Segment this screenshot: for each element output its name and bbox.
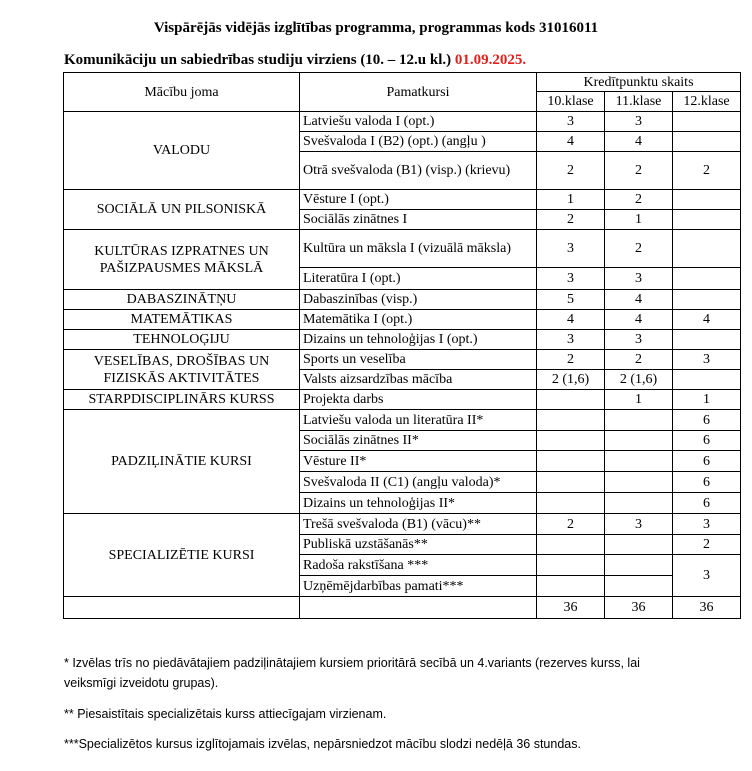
course-cell: Sociālās zinātnes II* (300, 431, 537, 451)
credit-12: 6 (673, 431, 741, 451)
table-row (64, 112, 741, 132)
credit-10: 1 (537, 190, 605, 210)
table-row (64, 410, 741, 431)
credit-12 (673, 190, 741, 210)
credit-12 (673, 268, 741, 290)
area-valodu: VALODU (64, 112, 300, 190)
course-cell: Uzņēmējdarbības pamati*** (300, 576, 537, 597)
course-cell: Vēsture II* (300, 451, 537, 472)
credit-10 (537, 390, 605, 410)
area-social: SOCIĀLĀ UN PILSONISKĀ (64, 190, 300, 230)
credit-12: 3 (673, 350, 741, 370)
credit-11: 2 (605, 152, 673, 190)
footnote-1: * Izvēlas trīs no piedāvātajiem padziļinātajiem kursiem prioritārā secībā un 4.variants (rezerves kurss, lai veiksmīgi izveidotu grupas). (64, 656, 640, 690)
credit-12 (673, 230, 741, 268)
course-cell: Valsts aizsardzības mācība (300, 370, 537, 390)
table-row (64, 230, 741, 268)
course-cell: Svešvaloda II (C1) (angļu valoda)* (300, 472, 537, 493)
credit-10: 5 (537, 290, 605, 310)
credit-10: 3 (537, 330, 605, 350)
area-specialized: SPECIALIZĒTIE KURSI (64, 514, 300, 597)
total-12: 36 (673, 597, 741, 619)
course-cell: Vēsture I (opt.) (300, 190, 537, 210)
credit-12 (673, 132, 741, 152)
credit-10 (537, 431, 605, 451)
credit-12: 6 (673, 451, 741, 472)
course-cell: Sociālās zinātnes I (300, 210, 537, 230)
header-grade-12: 12.klase (673, 92, 741, 112)
credit-10 (537, 535, 605, 555)
credit-12 (673, 370, 741, 390)
credit-11: 3 (605, 330, 673, 350)
credit-10: 3 (537, 268, 605, 290)
credit-11: 2 (1,6) (605, 370, 673, 390)
credit-11: 2 (605, 350, 673, 370)
credit-10: 2 (537, 514, 605, 535)
credit-11 (605, 472, 673, 493)
course-cell: Latviešu valoda I (opt.) (300, 112, 537, 132)
credit-11 (605, 410, 673, 431)
table-row (64, 514, 741, 535)
area-health: VESELĪBAS, DROŠĪBAS UN FIZISKĀS AKTIVITĀTES (64, 350, 300, 390)
table-row (64, 290, 741, 310)
credit-11: 4 (605, 310, 673, 330)
credit-12: 6 (673, 493, 741, 514)
credit-11 (605, 576, 673, 597)
totals-empty-area (64, 597, 300, 619)
header-credits: Kredītpunktu skaits (537, 73, 741, 92)
total-11: 36 (605, 597, 673, 619)
credit-10 (537, 555, 605, 576)
credit-11: 3 (605, 268, 673, 290)
table-row (64, 330, 741, 350)
course-cell: Publiskā uzstāšanās** (300, 535, 537, 555)
credit-10: 2 (537, 152, 605, 190)
credit-11: 2 (605, 230, 673, 268)
credit-10: 4 (537, 132, 605, 152)
credit-12: 1 (673, 390, 741, 410)
credit-10: 2 (537, 210, 605, 230)
credit-12: 3 (673, 555, 741, 597)
footnote-3: ***Specializētos kursus izglītojamais izvēlas, nepārsniedzot mācību slodzi nedēļā 36 stundas. (64, 737, 581, 751)
credit-11 (605, 555, 673, 576)
totals-row (64, 597, 741, 619)
credit-10 (537, 410, 605, 431)
credit-11: 3 (605, 514, 673, 535)
credit-10 (537, 576, 605, 597)
credit-11 (605, 535, 673, 555)
area-science: DABASZINĀTŅU (64, 290, 300, 310)
credit-11: 4 (605, 132, 673, 152)
area-interdisciplinary: STARPDISCIPLINĀRS KURSS (64, 390, 300, 410)
credit-11: 2 (605, 190, 673, 210)
credit-12: 2 (673, 535, 741, 555)
course-cell: Trešā svešvaloda (B1) (vācu)** (300, 514, 537, 535)
credit-10: 3 (537, 230, 605, 268)
course-cell: Radoša rakstīšana *** (300, 555, 537, 576)
subtitle-date: 01.09.2025. (454, 52, 527, 68)
credit-11 (605, 451, 673, 472)
course-cell: Dabaszinības (visp.) (300, 290, 537, 310)
credit-10 (537, 493, 605, 514)
course-cell: Svešvaloda I (B2) (opt.) (angļu ) (300, 132, 537, 152)
credit-11 (605, 431, 673, 451)
credit-10: 3 (537, 112, 605, 132)
credit-12: 2 (673, 152, 741, 190)
course-cell: Dizains un tehnoloģijas I (opt.) (300, 330, 537, 350)
credit-12: 4 (673, 310, 741, 330)
footnote-2: ** Piesaistītais specializētais kurss attiecīgajam virzienam. (64, 707, 387, 721)
course-cell: Dizains un tehnoloģijas II* (300, 493, 537, 514)
subtitle-text: Komunikāciju un sabiedrības studiju virziens (10. – 12.u kl.) (64, 52, 455, 68)
credit-10: 2 (537, 350, 605, 370)
header-course: Pamatkursi (300, 73, 537, 112)
course-cell: Matemātika I (opt.) (300, 310, 537, 330)
area-technology: TEHNOLOĢIJU (64, 330, 300, 350)
credit-10: 4 (537, 310, 605, 330)
header-area: Mācību joma (64, 73, 300, 112)
credit-12: 6 (673, 410, 741, 431)
program-subtitle (64, 52, 526, 69)
credit-10 (537, 451, 605, 472)
credit-11: 1 (605, 390, 673, 410)
area-advanced: PADZIĻINĀTIE KURSI (64, 410, 300, 514)
credit-11 (605, 493, 673, 514)
course-cell: Otrā svešvaloda (B1) (visp.) (krievu) (300, 152, 537, 190)
credit-12: 6 (673, 472, 741, 493)
table-row (64, 350, 741, 370)
credit-12 (673, 330, 741, 350)
area-culture: KULTŪRAS IZPRATNES UN PAŠIZPAUSMES MĀKSLĀ (64, 230, 300, 290)
table-row (64, 310, 741, 330)
course-cell: Sports un veselība (300, 350, 537, 370)
table-row (64, 390, 741, 410)
page-title: Vispārējās vidējās izglītības programma, programmas kods 31016011 (153, 20, 599, 36)
area-math: MATEMĀTIKAS (64, 310, 300, 330)
credit-11: 1 (605, 210, 673, 230)
total-10: 36 (537, 597, 605, 619)
course-cell: Projekta darbs (300, 390, 537, 410)
table-row (64, 190, 741, 210)
credit-10 (537, 472, 605, 493)
credit-11: 3 (605, 112, 673, 132)
credit-12 (673, 290, 741, 310)
totals-empty-course (300, 597, 537, 619)
course-cell: Literatūra I (opt.) (300, 268, 537, 290)
credit-12: 3 (673, 514, 741, 535)
curriculum-table (63, 72, 741, 619)
header-grade-10: 10.klase (537, 92, 605, 112)
credit-11: 4 (605, 290, 673, 310)
credit-12 (673, 210, 741, 230)
course-cell: Latviešu valoda un literatūra II* (300, 410, 537, 431)
credit-10: 2 (1,6) (537, 370, 605, 390)
credit-12 (673, 112, 741, 132)
header-grade-11: 11.klase (605, 92, 673, 112)
course-cell: Kultūra un māksla I (vizuālā māksla) (300, 230, 537, 268)
